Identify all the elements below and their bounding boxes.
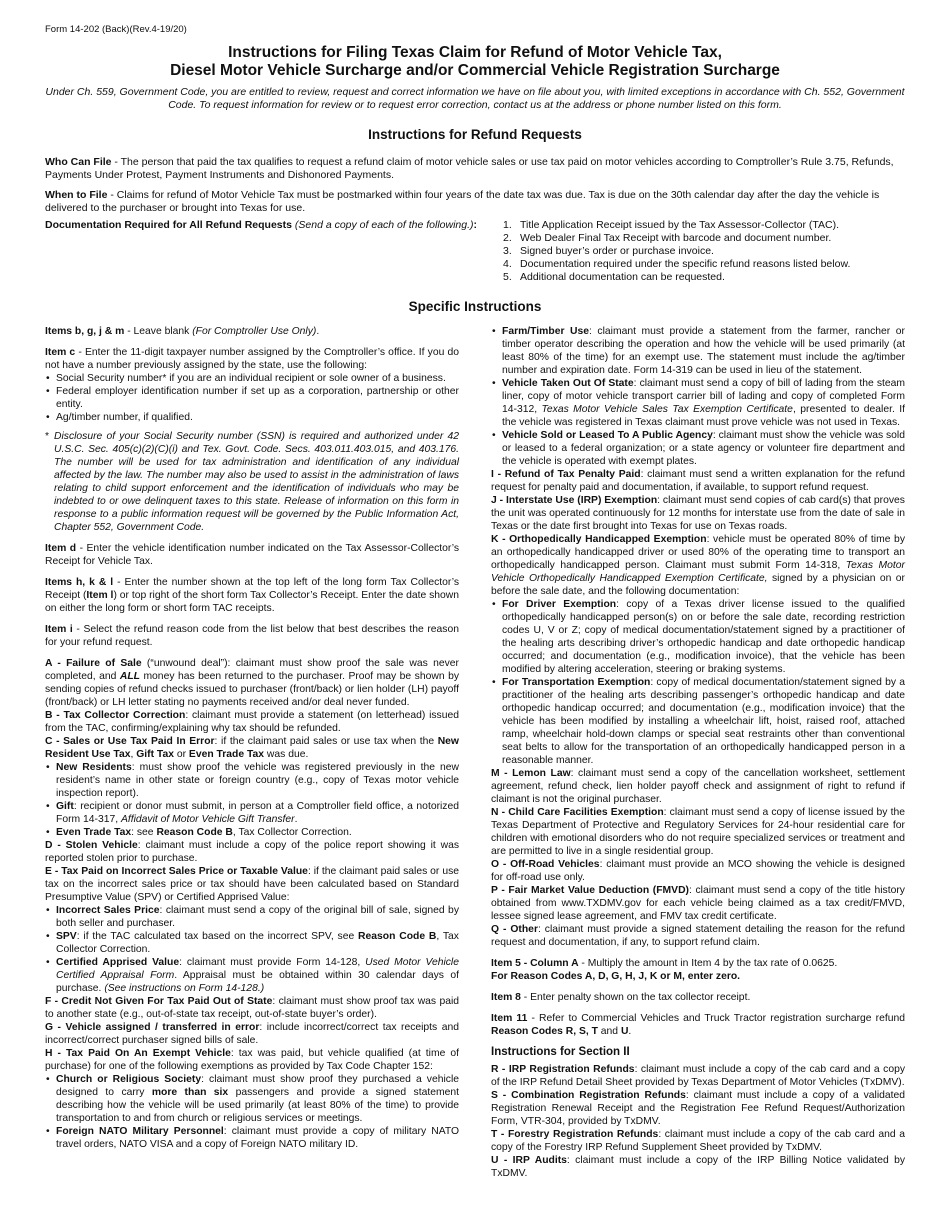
label: Items b, g, j & m bbox=[45, 326, 125, 337]
label: P - Fair Market Value Deduction (FMVD) bbox=[491, 885, 689, 896]
text: : claimant must show proof they purchased a vehicle designed to carry bbox=[56, 1074, 460, 1098]
label: K - Orthopedically Handicapped Exemption bbox=[491, 534, 707, 545]
label: T - Forestry Registration Refunds bbox=[491, 1129, 659, 1140]
documentation-list bbox=[503, 219, 913, 284]
text: passengers and provide a signed statement describing how the vehicle will be used primarily (at least 80% of the time) to provide transportation to and from church or religious services or meetings. bbox=[56, 1087, 459, 1124]
item-11 bbox=[491, 1012, 905, 1038]
list-item bbox=[503, 258, 913, 271]
text: : recipient or donor must submit, in person at a Comptroller field office, a notorized Form 14-317, bbox=[56, 801, 459, 825]
text: : vehicle must be operated 80% of time by an orthopedically handicapped driver or used 80% of the operating time to transport an orthopedically handicapped person. Claimant must submit Form 14-318, bbox=[491, 534, 905, 571]
label: Item d bbox=[45, 543, 77, 554]
label: Vehicle Sold or Leased To A Public Agency bbox=[502, 430, 713, 441]
list-text: Documentation required under the specific refund reasons listed below. bbox=[520, 258, 851, 270]
code-o bbox=[491, 858, 905, 884]
list-text: Additional documentation can be requested. bbox=[520, 271, 725, 283]
code-a bbox=[45, 657, 459, 709]
form-name: Texas Motor Vehicle Orthopedically Handicapped Exemption Certificate, bbox=[491, 560, 905, 584]
label: Incorrect Sales Price bbox=[56, 905, 160, 916]
list-item bbox=[491, 377, 905, 429]
documentation-note: (Send a copy of each of the following.) bbox=[294, 219, 474, 231]
text: , bbox=[130, 749, 137, 760]
text: . Appraisal must be obtained within 30 calendar days of purchase. bbox=[56, 970, 459, 994]
note: (For Comptroller Use Only) bbox=[192, 326, 317, 337]
label: New Residents bbox=[56, 762, 132, 773]
list-number: 5. bbox=[503, 271, 512, 283]
list-item bbox=[45, 826, 459, 839]
label: J - Interstate Use (IRP) Exemption bbox=[491, 495, 658, 506]
list-number: 3. bbox=[503, 245, 512, 257]
documentation-colon: : bbox=[473, 219, 477, 231]
specific-instructions-heading: Specific Instructions bbox=[408, 299, 542, 314]
label: D - Stolen Vehicle bbox=[45, 840, 138, 851]
label: Vehicle Taken Out Of State bbox=[502, 378, 634, 389]
label: Farm/Timber Use bbox=[502, 326, 589, 337]
code-b bbox=[45, 709, 459, 735]
form-name: Texas Motor Vehicle Sales Tax Exemption Certificate bbox=[541, 404, 793, 415]
label: Reason Codes R, S, T bbox=[491, 1026, 598, 1037]
text: : see bbox=[131, 827, 157, 838]
label: SPV bbox=[56, 931, 77, 942]
title-line-2: Diesel Motor Vehicle Surcharge and/or Commercial Vehicle Registration Surcharge bbox=[170, 62, 780, 79]
label: Reason Code B bbox=[156, 827, 233, 838]
code-k-bullets bbox=[491, 598, 905, 767]
label: U - IRP Audits bbox=[491, 1155, 567, 1166]
form-id: Form 14-202 (Back)(Rev.4-19/20) bbox=[45, 24, 187, 35]
list-text: Web Dealer Final Tax Receipt with barcode and document number. bbox=[520, 232, 832, 244]
code-n bbox=[491, 806, 905, 858]
code-j bbox=[491, 494, 905, 533]
code-h-bullets-continued bbox=[491, 325, 905, 468]
text: : if the claimant paid sales or use tax on the incorrect sales price or tax should have been calculated based on Standard Presumptive Value (SPV) or Certified Apprised Value: bbox=[45, 866, 459, 903]
label: more than six bbox=[151, 1087, 229, 1098]
list-item bbox=[491, 598, 905, 676]
text: - Enter the 11-digit taxpayer number assigned by the Comptroller’s office. If you do not have a number previously assigned by the state, use the following: bbox=[45, 347, 459, 371]
label: G - Vehicle assigned / transferred in error bbox=[45, 1022, 260, 1033]
code-f bbox=[45, 995, 459, 1021]
text: : claimant must send a copy of the original bill of sale, signed by both seller and purchaser. bbox=[56, 905, 459, 929]
item-5 bbox=[491, 957, 905, 983]
privacy-notice: Under Ch. 559, Government Code, you are entitled to review, request and correct information we have on file about you, with limited exceptions in accordance with Ch. 552, Government Code. To request information for review or to request error correction, contact us at the address or phone number listed on this form. bbox=[45, 86, 905, 111]
text: : claimant must include a copy of the IRP Billing Notice validated by TxDMV. bbox=[491, 1155, 906, 1179]
text: (“unwound deal”): claimant must show proof the sale was never completed, and bbox=[45, 658, 459, 682]
text: : tax was paid, but vehicle qualified (at time of purchase) for one of the following exemptions as provided by Tax Code Chapter 152: bbox=[45, 1048, 459, 1072]
code-u bbox=[491, 1154, 905, 1180]
label: Foreign NATO Military Personnel bbox=[56, 1126, 224, 1137]
text: : include incorrect/correct tax receipts and incorrect/correct purchaser signed bills of sale. bbox=[45, 1022, 459, 1046]
form-name: Affidavit of Motor Vehicle Gift Transfer bbox=[120, 814, 295, 825]
header bbox=[40, 44, 910, 112]
label: E - Tax Paid on Incorrect Sales Price or Taxable Value bbox=[45, 866, 308, 877]
label: Q - Other bbox=[491, 924, 538, 935]
text: : claimant must include a copy of the cab card and a copy of the IRP Refund Detail Sheet provided by Texas Department of Motor Vehicles (TxDMV). bbox=[491, 1064, 906, 1088]
code-p bbox=[491, 884, 905, 923]
list-item bbox=[45, 800, 459, 826]
list-item: • Ag/timber number, if qualified. bbox=[45, 411, 459, 424]
code-i bbox=[491, 468, 905, 494]
list-number: 1. bbox=[503, 219, 512, 231]
text: : claimant must send a copy of license issued by the Texas Department of Protective and Regulatory Services for 24-hour residential care for children with emotional disorders who do not require specialized services or treatment and are permitted to live in a single residential group. bbox=[491, 807, 905, 857]
text: : claimant must provide a statement from the farmer, rancher or timber operator describing the operation and how the vehicle will be used primarily (at least 80% of the time) for an exempt use. The statement must include the ag/timber number and expiration date. Form 14-319 can be used in lieu of the statement. bbox=[502, 326, 905, 376]
label: F - Credit Not Given For Tax Paid Out of State bbox=[45, 996, 273, 1007]
label: Item 8 bbox=[491, 992, 521, 1003]
text: - Enter penalty shown on the tax collector receipt. bbox=[520, 992, 751, 1003]
code-r bbox=[491, 1063, 905, 1089]
text: - Enter the number shown at the top left of the long form Tax Collector’s Receipt ( bbox=[45, 577, 459, 601]
item-d bbox=[45, 542, 459, 568]
label: Item i bbox=[45, 624, 73, 635]
text: : claimant must provide a copy of military NATO travel orders, NATO VISA and a copy of Foreign NATO military ID. bbox=[56, 1126, 460, 1150]
text: , Tax Collector Correction. bbox=[232, 827, 352, 838]
code-e bbox=[45, 865, 459, 904]
list-item bbox=[45, 930, 459, 956]
code-h-bullets bbox=[45, 1073, 459, 1151]
text: - Enter the vehicle identification number indicated on the Tax Assessor-Collector’s Receipt for Vehicle Tax. bbox=[45, 543, 459, 567]
text: , Tax Collector Correction. bbox=[56, 931, 459, 955]
label: S - Combination Registration Refunds bbox=[491, 1090, 686, 1101]
label: Even Trade Tax bbox=[56, 827, 132, 838]
label: A - Failure of Sale bbox=[45, 658, 142, 669]
text: : claimant must send a copy of the cancellation worksheet, settlement agreement, refund check, lien holder payoff check and assignment of right to refund if claimant is not the original purchaser. bbox=[491, 768, 905, 805]
text: money has been returned to the purchaser. Proof may be shown by sending copies of refund checks issued to purchaser (front/back) or lien holder (LH) payoff (front/back) or LH letter stating no payments received and/or deal never funded. bbox=[45, 671, 459, 708]
text: : copy of a Texas driver license issued to the qualified orthopedically handicapped person(s) on or before the sale date, recording restriction codes U, V or Z; copy of medical documentation/statement signed by a practitioner of the healing arts describing driver’s orthopedic handicap and date orthopedic handicap occurred; and documentation (e.g., modification invoice), that the vehicle has been modified by altering acceleration, steering or braking systems. bbox=[502, 599, 905, 675]
code-e-bullets bbox=[45, 904, 459, 995]
text: - Multiply the amount in Item 4 by the tax rate of 0.0625. bbox=[578, 958, 838, 969]
list-item bbox=[491, 325, 905, 377]
text: : claimant must send copies of cab card(s) that proves the unit was operated continuously for 12 months for interstate use from the date of sale in Texas or the date first brought into Texas for use on Texas roads. bbox=[491, 495, 905, 532]
label: Even Trade Tax bbox=[188, 749, 265, 760]
text: . bbox=[294, 814, 298, 825]
text: : copy of medical documentation/statement signed by a practitioner of the healing arts describing passenger’s orthopedic handicap and date orthopedic handicap occurred; and documentation (e.g., modification invoice) that the vehicle has been modified by installing a wheelchair lift, hoist, raised roof, attached ramp, wheelchair hold-down clamps or special seat restraints other than conventional seat belts to allow for the transportation of an orthopedically handicapped person in a reasonable manner. bbox=[502, 677, 905, 766]
left-column bbox=[45, 325, 459, 1151]
label: M - Lemon Law bbox=[491, 768, 571, 779]
label: For Driver Exemption bbox=[502, 599, 617, 610]
label: New Resident Use Tax bbox=[45, 736, 459, 760]
text: or bbox=[173, 749, 189, 760]
list-item bbox=[503, 232, 913, 245]
text: : claimant must show proof tax was paid to another state (e.g., out-of-state tax receipt, out-of-state buyer’s order). bbox=[45, 996, 459, 1020]
code-s bbox=[491, 1089, 905, 1128]
who-can-file-text: - The person that paid the tax qualifies to request a refund claim of motor vehicle sales or use tax paid on motor vehicles according to Comptroller’s Rule 3.75, Refunds, Payments Under Protest, Payment Instruments and Dishonored Payments. bbox=[45, 156, 894, 181]
list-number: 4. bbox=[503, 258, 512, 270]
text: ) or top right of the short form Tax Collector’s Receipt. Enter the date shown on either the long form or short form TAC receipts. bbox=[45, 590, 459, 614]
text: : claimant must show the vehicle was sold or leased to a federal organization; or a state agency or volunteer fire department and the vehicle is operated with exempt plates. bbox=[502, 430, 905, 467]
label: Item 11 bbox=[491, 1013, 528, 1024]
label: Certified Apprised Value bbox=[56, 957, 180, 968]
item-c-bullets bbox=[45, 372, 459, 424]
text: : must show proof the vehicle was registered previously in the new resident’s name in other state or foreign country (e.g., copy of Texas motor vehicle inspection report). bbox=[56, 762, 459, 799]
text: : claimant must provide a signed statement detailing the reason for the refund request and documentation, if any, to support refund claim. bbox=[491, 924, 905, 948]
label: I - Refund of Tax Penalty Paid bbox=[491, 469, 641, 480]
item-i bbox=[45, 623, 459, 649]
text: . bbox=[316, 326, 320, 337]
label: Gift bbox=[56, 801, 74, 812]
text: : claimant must include a copy of a validated Registration Renewal Receipt and the Registration Fee Refund Request/Authorization Form, VTR-304, provided by TxDMV. bbox=[491, 1090, 905, 1127]
text: : claimant must send a written explanation for the refund request for penalty paid and documentation, if available, to support refund request. bbox=[491, 469, 905, 493]
text: : claimant must include a copy of the police report showing it was reported stolen prior to purchase. bbox=[45, 840, 460, 864]
text: - Select the refund reason code from the list below that best describes the reason for your refund request. bbox=[45, 624, 459, 648]
list-item bbox=[45, 956, 459, 995]
label: Item 5 - Column A bbox=[491, 958, 579, 969]
list-item bbox=[45, 904, 459, 930]
emphasis: ALL bbox=[119, 671, 140, 682]
list-item bbox=[45, 1125, 459, 1151]
documentation-required bbox=[45, 219, 495, 232]
text: : claimant must send a copy of bill of lading from the steam liner, copy of motor vehicle transport carrier bill of lading and copy of completed Form 14-312, bbox=[502, 378, 905, 415]
text: : if the claimant paid sales or use tax when the bbox=[214, 736, 438, 747]
list-item bbox=[45, 1073, 459, 1125]
when-to-file bbox=[45, 189, 905, 215]
who-can-file-label: Who Can File bbox=[45, 156, 112, 168]
label: Reason Code B bbox=[358, 931, 437, 942]
label: R - IRP Registration Refunds bbox=[491, 1064, 635, 1075]
list-text: Title Application Receipt issued by the Tax Assessor-Collector (TAC). bbox=[520, 219, 840, 231]
item-8 bbox=[491, 991, 905, 1004]
when-to-file-label: When to File bbox=[45, 189, 108, 201]
who-can-file bbox=[45, 156, 905, 182]
list-item bbox=[45, 761, 459, 800]
text: : claimant must provide an MCO showing the vehicle is designed for off-road use only. bbox=[491, 859, 905, 883]
list-item: • Federal employer identification number if set up as a corporation, partnership or other entity. bbox=[45, 385, 459, 411]
code-t bbox=[491, 1128, 905, 1154]
text: : claimant must send a copy of the title history obtained from www.TXDMV.gov for each vehicle being claimed as a tax credit/FMVD, lessee signed lease agreement, and FMV tax credit certificate. bbox=[491, 885, 905, 922]
item-c bbox=[45, 346, 459, 372]
form-name: Used Motor Vehicle Certified Appraisal Form bbox=[56, 957, 459, 981]
label: For Reason Codes A, D, G, H, J, K or M, enter zero. bbox=[491, 971, 741, 982]
text: . bbox=[628, 1026, 632, 1037]
label: B - Tax Collector Correction bbox=[45, 710, 186, 721]
text: : if the TAC calculated tax based on the incorrect SPV, see bbox=[76, 931, 359, 942]
items-hkl bbox=[45, 576, 459, 615]
refund-requests-heading: Instructions for Refund Requests bbox=[368, 127, 582, 142]
section-2-heading: Instructions for Section II bbox=[491, 1046, 630, 1058]
list-item bbox=[491, 676, 905, 767]
code-h bbox=[45, 1047, 459, 1073]
code-q bbox=[491, 923, 905, 949]
label: For Transportation Exemption bbox=[502, 677, 651, 688]
ssn-disclosure-note: * Disclosure of your Social Security number (SSN) is required and authorized under 42 U.S.C. Sec. 405(c)(2)(C)(i) and Tex. Govt. Code. Secs. 403.011.403.015, and 403.176. The number will be used for tax administration and identification of any individual affected by the law. The number may also be used to assist in the administration of laws relating to child support enforcement and the identification of individuals who may be indebted to or owe delinquent taxes to this state. Release of information on this form in response to a public information request will be governed by the Public Information Act, Chapter 552, Government Code. bbox=[45, 430, 459, 534]
when-to-file-text: - Claims for refund of Motor Vehicle Tax must be postmarked within four years of the date tax was due. Tax is due on the 30th calendar day after the day the vehicle is delivered to the purchaser or brought into Texas for use. bbox=[45, 189, 880, 214]
text: and bbox=[597, 1026, 621, 1037]
list-item bbox=[503, 245, 913, 258]
label: U bbox=[620, 1026, 629, 1037]
note: (See instructions on Form 14-128.) bbox=[104, 983, 265, 994]
code-g bbox=[45, 1021, 459, 1047]
code-c bbox=[45, 735, 459, 761]
list-item bbox=[503, 271, 913, 284]
text: - Refer to Commercial Vehicles and Truck Tractor registration surcharge refund bbox=[527, 1013, 905, 1024]
code-c-bullets bbox=[45, 761, 459, 839]
title-line-1: Instructions for Filing Texas Claim for Refund of Motor Vehicle Tax, bbox=[228, 44, 722, 61]
code-k bbox=[491, 533, 905, 598]
text: was due. bbox=[264, 749, 309, 760]
label: Item l bbox=[86, 590, 114, 601]
label: O - Off-Road Vehicles bbox=[491, 859, 600, 870]
label: N - Child Care Facilities Exemption bbox=[491, 807, 664, 818]
label: Church or Religious Society bbox=[56, 1074, 202, 1085]
list-item: • Social Security number* if you are an individual recipient or sole owner of a business. bbox=[45, 372, 459, 385]
text: , presented to dealer. If the vehicle was registered in Texas claimant must prove vehicle was not used in Texas. bbox=[502, 404, 906, 428]
right-column bbox=[491, 325, 905, 1180]
label: Items h, k & l bbox=[45, 577, 114, 588]
text: - Leave blank bbox=[124, 326, 193, 337]
code-d bbox=[45, 839, 459, 865]
text: : claimant must provide a statement (on letterhead) issued from the TAC, confirming/explaining why tax should be refunded. bbox=[45, 710, 459, 734]
label: H - Tax Paid On An Exempt Vehicle bbox=[45, 1048, 231, 1059]
label: Gift Tax bbox=[136, 749, 174, 760]
list-item bbox=[491, 429, 905, 468]
items-bgjm bbox=[45, 325, 459, 338]
list-number: 2. bbox=[503, 232, 512, 244]
code-m bbox=[491, 767, 905, 806]
list-text: Signed buyer’s order or purchase invoice. bbox=[520, 245, 714, 257]
text: signed by a physician on or before the sale date, and the following documentation: bbox=[491, 573, 905, 597]
label: Item c bbox=[45, 347, 76, 358]
text: : claimant must provide Form 14-128, bbox=[179, 957, 366, 968]
text: : claimant must include a copy of the cab card and a copy of the Forestry IRP Refund Supplement Sheet provided by TxDMV. bbox=[491, 1129, 905, 1153]
documentation-label: Documentation Required for All Refund Requests bbox=[45, 219, 292, 231]
label: C - Sales or Use Tax Paid In Error bbox=[45, 736, 215, 747]
list-item bbox=[503, 219, 913, 232]
